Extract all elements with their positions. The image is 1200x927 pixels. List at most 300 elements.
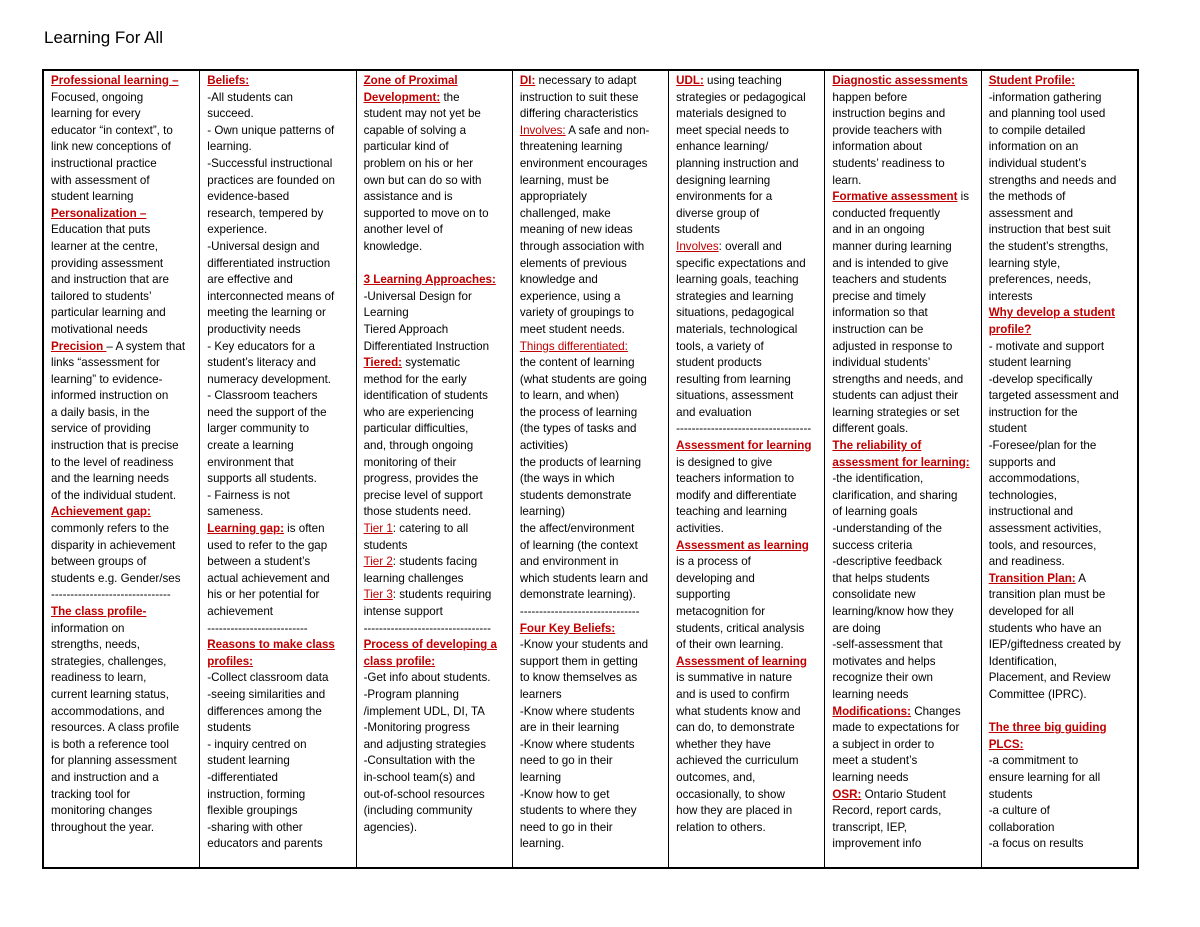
text-line xyxy=(832,388,976,405)
text-line xyxy=(676,222,820,239)
text-line xyxy=(832,173,976,190)
text-line xyxy=(207,322,351,339)
text-span: students, critical analysis xyxy=(676,621,805,635)
text-span: - Key educators for a xyxy=(207,339,315,353)
text-line xyxy=(832,438,976,455)
text-span: strengths and needs, and xyxy=(832,372,964,386)
text-line xyxy=(364,753,508,770)
text-line xyxy=(989,753,1133,770)
text-span: success criteria xyxy=(832,538,913,552)
text-line xyxy=(832,305,976,322)
text-line xyxy=(989,421,1133,438)
text-span: create a learning xyxy=(207,439,294,453)
text-line xyxy=(207,488,351,505)
text-span: students can adjust their xyxy=(832,389,959,403)
text-span: learning needs xyxy=(832,770,909,784)
text-line xyxy=(832,222,976,239)
text-span: and evaluation xyxy=(676,405,752,419)
text-line xyxy=(832,106,976,123)
text-line xyxy=(207,156,351,173)
term-heading: Formative assessment xyxy=(832,190,958,204)
text-span: demonstrate learning). xyxy=(519,588,636,602)
text-span: service of providing xyxy=(51,422,151,436)
text-span: problem on his or her xyxy=(363,156,474,170)
text-line xyxy=(989,73,1133,90)
term-heading: Student Profile: xyxy=(988,74,1075,87)
text-span: transcript, IEP, xyxy=(832,820,907,834)
text-span: -Collect classroom data xyxy=(207,671,329,685)
text-span: -Know where students xyxy=(519,737,635,751)
text-line xyxy=(676,289,820,306)
text-line xyxy=(676,504,820,521)
text-span: learning challenges xyxy=(363,571,464,585)
text-span: different goals. xyxy=(832,422,909,436)
text-span: planning instruction and xyxy=(676,156,799,170)
text-span: learning) xyxy=(519,505,565,519)
text-span: Placement, and Review xyxy=(988,671,1111,685)
text-line xyxy=(51,637,195,654)
text-span: (the types of tasks and xyxy=(519,422,637,436)
text-line xyxy=(520,770,664,787)
text-line xyxy=(989,737,1133,754)
text-line xyxy=(207,73,351,90)
text-line xyxy=(364,654,508,671)
text-span: learning” to evidence- xyxy=(51,372,163,386)
term-heading: Tier 2 xyxy=(363,555,393,569)
text-line xyxy=(989,322,1133,339)
term-heading: OSR: xyxy=(832,787,862,801)
text-span: assessment and xyxy=(988,206,1074,220)
term-heading: Precision xyxy=(51,339,107,353)
text-span: is often xyxy=(283,522,325,536)
text-line xyxy=(676,787,820,804)
text-line xyxy=(520,339,664,356)
text-line xyxy=(989,272,1133,289)
text-line xyxy=(364,405,508,422)
text-line xyxy=(676,521,820,538)
text-line xyxy=(676,654,820,671)
text-span: situations, assessment xyxy=(676,389,794,403)
term-heading: 3 Learning Approaches: xyxy=(363,273,496,287)
text-line xyxy=(520,156,664,173)
text-span: and is intended to give xyxy=(832,256,949,270)
text-line xyxy=(520,455,664,472)
text-line xyxy=(832,455,976,472)
text-span: students xyxy=(676,223,720,237)
text-span: are in their learning xyxy=(519,721,620,735)
text-line xyxy=(989,604,1133,621)
term-heading: profile? xyxy=(988,322,1032,336)
text-line xyxy=(207,770,351,787)
text-span: Focused, ongoing xyxy=(51,90,144,104)
text-line xyxy=(520,388,664,405)
text-span: variety of groupings to xyxy=(519,306,634,320)
text-span: what students know and xyxy=(676,704,801,718)
text-span: outcomes, and, xyxy=(676,770,756,784)
text-span: strategies or pedagogical xyxy=(676,90,806,104)
text-span: learning xyxy=(519,770,562,784)
page-title: Learning For All xyxy=(44,28,164,47)
text-span: -a commitment to xyxy=(988,754,1079,768)
text-span: ------------------------------- xyxy=(519,605,640,618)
text-span: differentiated instruction xyxy=(207,256,331,270)
text-line xyxy=(832,538,976,555)
text-line xyxy=(676,687,820,704)
text-span: the affect/environment xyxy=(519,522,635,536)
text-span: is both a reference tool xyxy=(51,737,169,751)
text-line xyxy=(207,438,351,455)
text-span: readiness to learn, xyxy=(51,671,147,685)
text-line xyxy=(989,455,1133,472)
term-heading: Transition Plan: xyxy=(988,571,1076,585)
text-line xyxy=(207,753,351,770)
text-line xyxy=(989,289,1133,306)
text-span: out-of-school resources xyxy=(363,787,485,801)
text-line xyxy=(51,256,195,273)
text-line xyxy=(51,720,195,737)
table-column xyxy=(357,71,513,867)
text-line xyxy=(989,538,1133,555)
term-heading: Reasons to make class xyxy=(207,638,335,652)
text-line xyxy=(51,521,195,538)
text-span: adjusted in response to xyxy=(832,339,953,353)
table-column xyxy=(513,71,669,867)
text-span: which students learn and xyxy=(519,571,649,585)
text-span: (including community xyxy=(363,804,473,818)
text-line xyxy=(207,587,351,604)
text-span: student learning xyxy=(988,356,1072,370)
text-line xyxy=(832,339,976,356)
text-line xyxy=(207,787,351,804)
text-line xyxy=(207,820,351,837)
text-line xyxy=(51,753,195,770)
text-line xyxy=(364,803,508,820)
text-line xyxy=(364,438,508,455)
text-span: instruction begins and xyxy=(832,107,946,121)
text-span: -information gathering xyxy=(988,90,1102,104)
text-span: (the ways in which xyxy=(519,472,615,486)
text-line xyxy=(832,836,976,853)
text-span: supports all students. xyxy=(207,472,317,486)
text-span: of learning (the context xyxy=(519,538,638,552)
text-line xyxy=(676,604,820,621)
text-line xyxy=(832,90,976,107)
text-span: motivational needs xyxy=(51,322,148,336)
text-line xyxy=(989,504,1133,521)
text-span: the products of learning xyxy=(519,455,642,469)
text-line xyxy=(364,554,508,571)
text-line xyxy=(51,305,195,322)
text-line xyxy=(207,554,351,571)
text-span: activities) xyxy=(519,439,569,453)
text-line xyxy=(832,521,976,538)
text-line xyxy=(207,339,351,356)
text-line xyxy=(364,305,508,322)
text-span: designing learning xyxy=(676,173,771,187)
text-line xyxy=(832,571,976,588)
text-line xyxy=(207,687,351,704)
text-line xyxy=(676,272,820,289)
text-span: ------------------------------- xyxy=(51,588,171,602)
text-line xyxy=(989,139,1133,156)
text-span: sameness. xyxy=(207,505,264,519)
text-line xyxy=(676,355,820,372)
text-span: – A system that xyxy=(106,339,186,353)
text-span: the methods of xyxy=(988,190,1066,204)
text-span: tools, a variety of xyxy=(676,339,764,353)
text-span: individual students’ xyxy=(832,356,931,370)
text-line xyxy=(676,770,820,787)
text-span: of their own learning. xyxy=(676,638,784,652)
text-span: students’ readiness to xyxy=(832,156,945,170)
text-span: -seeing similarities and xyxy=(207,687,326,701)
text-line xyxy=(207,421,351,438)
text-line xyxy=(989,388,1133,405)
text-span: learning needs xyxy=(832,687,909,701)
text-line xyxy=(51,189,195,206)
text-line xyxy=(364,637,508,654)
text-span: differing characteristics xyxy=(519,107,639,121)
text-line xyxy=(989,206,1133,223)
term-heading: class profile: xyxy=(363,654,436,668)
text-span: modify and differentiate xyxy=(676,488,797,502)
text-span: with assessment of xyxy=(51,173,150,187)
text-span: to the level of readiness xyxy=(51,455,174,469)
text-line xyxy=(989,720,1133,737)
text-line xyxy=(676,803,820,820)
text-line xyxy=(832,720,976,737)
text-line xyxy=(520,737,664,754)
text-line xyxy=(520,654,664,671)
text-span: strengths and needs and xyxy=(988,173,1117,187)
text-span: another level of xyxy=(363,223,443,237)
term-heading: Zone of Proximal xyxy=(363,74,458,87)
text-line xyxy=(520,372,664,389)
text-span: appropriately xyxy=(519,190,587,204)
text-span: those students need. xyxy=(363,505,472,519)
text-line xyxy=(832,737,976,754)
text-span: teachers information to xyxy=(676,472,795,486)
text-span: flexible groupings xyxy=(207,804,298,818)
text-span: accommodations, xyxy=(988,472,1080,486)
text-span: environment that xyxy=(207,455,294,469)
text-span: - motivate and support xyxy=(988,339,1105,353)
text-span: developed for all xyxy=(988,605,1074,618)
text-line xyxy=(832,289,976,306)
text-line xyxy=(51,571,195,588)
text-span: supporting xyxy=(676,588,731,602)
text-span: particular difficulties, xyxy=(363,422,469,436)
text-line xyxy=(520,189,664,206)
text-line xyxy=(832,272,976,289)
text-span: knowledge and xyxy=(519,273,598,287)
text-span: learning, must be xyxy=(519,173,609,187)
text-span: practices are founded on xyxy=(207,173,335,187)
text-span: the content of learning xyxy=(519,356,635,370)
text-line xyxy=(676,106,820,123)
text-line xyxy=(520,571,664,588)
text-span: between a student’s xyxy=(207,555,311,569)
text-line xyxy=(989,670,1133,687)
text-span: experience. xyxy=(207,223,268,237)
text-span: meet student needs. xyxy=(519,322,625,336)
text-line xyxy=(832,256,976,273)
text-span: succeed. xyxy=(207,107,254,121)
text-span: capable of solving a xyxy=(363,123,467,137)
text-span: experience, using a xyxy=(519,289,621,303)
text-span: Tiered Approach xyxy=(363,322,449,336)
text-span: a daily basis, in the xyxy=(51,405,150,419)
text-line xyxy=(520,720,664,737)
text-span: -understanding of the xyxy=(832,522,942,536)
text-line xyxy=(207,289,351,306)
text-line xyxy=(51,123,195,140)
text-line xyxy=(832,654,976,671)
text-line xyxy=(364,704,508,721)
text-line xyxy=(51,621,195,638)
text-span: student learning xyxy=(207,754,290,768)
text-span: Identification, xyxy=(988,654,1058,668)
text-line xyxy=(51,272,195,289)
text-line xyxy=(520,272,664,289)
text-span: how they are placed in xyxy=(676,804,793,818)
text-span: and the learning needs xyxy=(51,472,169,486)
text-line xyxy=(832,123,976,140)
text-line xyxy=(51,803,195,820)
text-line xyxy=(520,504,664,521)
text-line xyxy=(364,90,508,107)
text-span: Committee (IPRC). xyxy=(988,687,1087,701)
text-span: providing assessment xyxy=(51,256,164,270)
text-line xyxy=(989,787,1133,804)
text-line xyxy=(676,339,820,356)
text-line xyxy=(207,206,351,223)
text-span: assistance and is xyxy=(363,190,453,204)
text-line xyxy=(520,637,664,654)
text-line xyxy=(207,106,351,123)
text-line xyxy=(51,206,195,223)
text-line xyxy=(520,239,664,256)
text-span: necessary to adapt xyxy=(535,74,637,87)
text-line xyxy=(364,455,508,472)
text-line xyxy=(364,139,508,156)
text-line xyxy=(364,372,508,389)
text-line xyxy=(989,820,1133,837)
term-heading: Tiered: xyxy=(363,356,403,370)
term-heading: Assessment for learning xyxy=(676,439,812,453)
text-line xyxy=(676,239,820,256)
text-line xyxy=(207,455,351,472)
text-line xyxy=(989,156,1133,173)
text-span: conducted frequently xyxy=(832,206,941,220)
text-line xyxy=(989,488,1133,505)
text-line xyxy=(364,621,508,638)
text-line xyxy=(832,787,976,804)
text-line xyxy=(51,388,195,405)
text-line xyxy=(520,438,664,455)
text-line xyxy=(989,189,1133,206)
text-line xyxy=(676,173,820,190)
text-span: diverse group of xyxy=(676,206,760,220)
text-span: supported to move on to xyxy=(363,206,489,220)
text-line xyxy=(676,90,820,107)
text-span: - inquiry centred on xyxy=(207,737,307,751)
text-line xyxy=(51,322,195,339)
term-heading: Achievement gap: xyxy=(51,505,151,519)
text-span: disparity in achievement xyxy=(51,538,176,552)
text-line xyxy=(832,554,976,571)
text-span: own but can do so with xyxy=(363,173,482,187)
text-span: and instruction that are xyxy=(51,273,169,287)
text-span: --------------------------------- xyxy=(363,621,491,635)
text-line xyxy=(51,139,195,156)
term-heading: Tier 1 xyxy=(363,522,393,536)
text-line xyxy=(989,687,1133,704)
text-line xyxy=(989,123,1133,140)
text-span: who are experiencing xyxy=(363,405,474,419)
term-heading: Tier 3 xyxy=(363,588,393,602)
text-span: differences among the xyxy=(207,704,322,718)
text-line xyxy=(364,687,508,704)
text-span: metacognition for xyxy=(676,605,766,618)
text-span: instruction that is precise xyxy=(51,439,179,453)
text-line xyxy=(676,73,820,90)
text-line xyxy=(51,504,195,521)
text-line xyxy=(989,704,1133,721)
text-line xyxy=(364,488,508,505)
text-line xyxy=(676,670,820,687)
text-line xyxy=(832,637,976,654)
text-line xyxy=(832,587,976,604)
text-line xyxy=(520,355,664,372)
text-span: learning/know how they xyxy=(832,605,954,618)
text-line xyxy=(207,621,351,638)
text-line xyxy=(207,173,351,190)
text-line xyxy=(676,322,820,339)
text-span: learning for every xyxy=(51,107,141,121)
text-span: relation to others. xyxy=(676,820,766,834)
text-line xyxy=(51,704,195,721)
text-line xyxy=(364,123,508,140)
text-line xyxy=(364,737,508,754)
text-span: -develop specifically xyxy=(988,372,1093,386)
text-line xyxy=(676,189,820,206)
text-line xyxy=(364,289,508,306)
text-span: learning. xyxy=(207,140,252,154)
text-span: actual achievement and xyxy=(207,571,330,585)
text-span: happen before xyxy=(832,90,908,104)
text-span: instruction to suit these xyxy=(519,90,639,104)
text-line xyxy=(520,173,664,190)
text-line xyxy=(207,256,351,273)
text-line xyxy=(207,538,351,555)
text-line xyxy=(51,538,195,555)
text-span: throughout the year. xyxy=(51,820,155,834)
text-line xyxy=(989,355,1133,372)
text-line xyxy=(51,289,195,306)
text-line xyxy=(364,189,508,206)
text-span: A safe and non- xyxy=(565,123,650,137)
text-line xyxy=(676,256,820,273)
text-span: particular learning and xyxy=(51,306,166,320)
text-span: Differentiated Instruction xyxy=(363,339,490,353)
text-span: monitoring changes xyxy=(51,804,153,818)
text-line xyxy=(51,770,195,787)
text-line xyxy=(832,471,976,488)
text-span: intense support xyxy=(363,605,443,618)
text-line xyxy=(520,222,664,239)
text-line xyxy=(207,521,351,538)
